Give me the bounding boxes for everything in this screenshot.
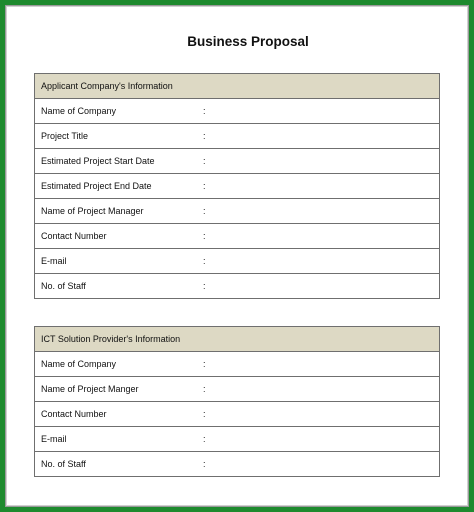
field-separator: : — [203, 106, 206, 116]
field-separator: : — [203, 434, 206, 444]
form-field-row[interactable] — [35, 402, 440, 427]
form-field-row[interactable] — [35, 199, 440, 224]
field-separator: : — [203, 231, 206, 241]
field-label: No. of Staff — [41, 459, 86, 469]
table-row — [35, 352, 440, 377]
field-label: Project Title — [41, 131, 89, 141]
table-row — [35, 124, 440, 149]
table-row — [35, 224, 440, 249]
field-separator: : — [203, 181, 206, 191]
ict-provider-info-table — [34, 326, 440, 477]
field-label: Contact Number — [41, 409, 107, 419]
table-row — [35, 452, 440, 477]
field-label: E-mail — [41, 256, 67, 266]
form-field-row[interactable] — [35, 452, 440, 477]
field-label: Name of Project Manger — [41, 384, 139, 394]
field-separator: : — [203, 384, 206, 394]
form-field-row[interactable] — [35, 249, 440, 274]
form-field-row[interactable] — [35, 224, 440, 249]
form-field-row[interactable] — [35, 99, 440, 124]
field-label: No. of Staff — [41, 281, 86, 291]
table-row — [35, 274, 440, 299]
table-row — [35, 199, 440, 224]
field-separator: : — [203, 156, 206, 166]
form-field-row[interactable] — [35, 377, 440, 402]
applicant-section-header: Applicant Company's Information — [35, 74, 440, 99]
field-separator: : — [203, 256, 206, 266]
field-label: Name of Company — [41, 359, 117, 369]
ict-section-header: ICT Solution Provider's Information — [35, 327, 440, 352]
field-label: Name of Company — [41, 106, 117, 116]
table-header-row — [35, 327, 440, 352]
field-label: E-mail — [41, 434, 67, 444]
field-label: Estimated Project Start Date — [41, 156, 155, 166]
field-label: Name of Project Manager — [41, 206, 144, 216]
table-header-row — [35, 74, 440, 99]
table-row — [35, 427, 440, 452]
form-field-row[interactable] — [35, 427, 440, 452]
form-field-row[interactable] — [35, 124, 440, 149]
form-field-row[interactable] — [35, 174, 440, 199]
table-row — [35, 149, 440, 174]
table-row — [35, 174, 440, 199]
field-separator: : — [203, 409, 206, 419]
document-title: Business Proposal — [187, 34, 309, 49]
field-separator: : — [203, 459, 206, 469]
field-separator: : — [203, 359, 206, 369]
form-field-row[interactable] — [35, 352, 440, 377]
form-field-row[interactable] — [35, 149, 440, 174]
table-row — [35, 99, 440, 124]
applicant-info-table — [34, 73, 440, 299]
form-field-row[interactable] — [35, 274, 440, 299]
table-row — [35, 249, 440, 274]
field-separator: : — [203, 281, 206, 291]
field-label: Estimated Project End Date — [41, 181, 152, 191]
field-separator: : — [203, 206, 206, 216]
field-label: Contact Number — [41, 231, 107, 241]
table-row — [35, 402, 440, 427]
document-page — [5, 5, 469, 507]
table-row — [35, 377, 440, 402]
field-separator: : — [203, 131, 206, 141]
